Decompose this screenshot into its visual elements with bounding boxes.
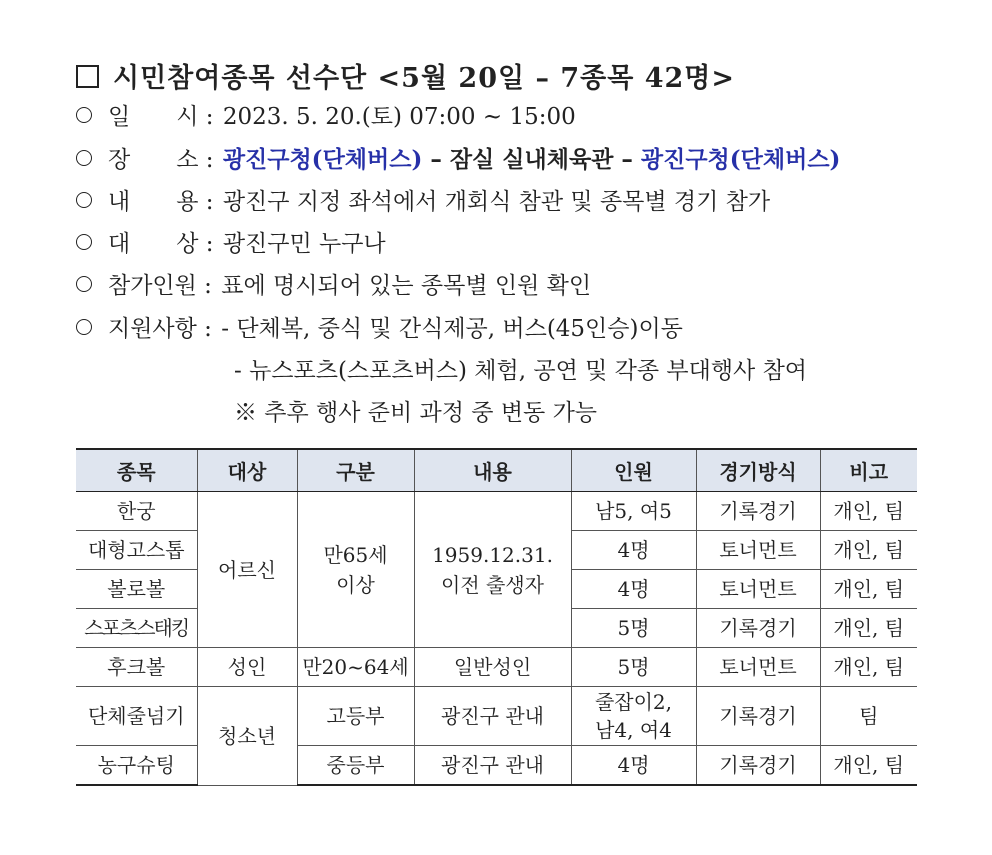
header-cell: 종목	[76, 449, 197, 492]
circle-bullet-icon	[76, 234, 92, 250]
target-cell: 어르신	[197, 492, 297, 648]
section-title-text: 시민참여종목 선수단 <5월 20일 – 7종목 42명>	[113, 63, 736, 94]
info-value: 표에 명시되어 있는 종목별 인원 확인	[221, 273, 592, 299]
header-cell: 내용	[414, 449, 571, 492]
info-label: 대 상 :	[108, 231, 214, 257]
circle-bullet-icon	[76, 276, 92, 292]
note-cell: 개인, 팀	[820, 492, 917, 531]
group-cell: 중등부	[297, 746, 414, 786]
note-cell: 팀	[820, 687, 917, 746]
circle-bullet-icon	[76, 319, 92, 335]
info-place	[76, 145, 840, 175]
group-cell: 고등부	[297, 687, 414, 746]
place-sep: –	[613, 146, 641, 173]
count-cell: 남5, 여5	[571, 492, 696, 531]
info-label: 참가인원 :	[108, 273, 212, 299]
count-cell: 5명	[571, 609, 696, 648]
header-cell: 비고	[820, 449, 917, 492]
note-cell: 개인, 팀	[820, 648, 917, 687]
group-cell	[297, 492, 414, 648]
circle-bullet-icon	[76, 107, 92, 123]
content-line: 이전 출생자	[441, 572, 544, 597]
info-value: 광진구민 누구나	[222, 231, 386, 257]
method-cell: 기록경기	[696, 609, 820, 648]
target-cell: 성인	[197, 648, 297, 687]
info-target	[76, 229, 386, 259]
content-cell: 광진구 관내	[414, 687, 571, 746]
table-row	[76, 648, 917, 687]
count-cell: 5명	[571, 648, 696, 687]
event-cell: 볼로볼	[76, 570, 197, 609]
info-label: 지원사항 :	[108, 316, 212, 342]
content-cell: 일반성인	[414, 648, 571, 687]
event-cell: 대형고스톱	[76, 531, 197, 570]
info-label: 장 소 :	[108, 147, 214, 173]
info-support	[76, 314, 683, 344]
place-mid: 잠실 실내체육관	[449, 146, 614, 173]
info-content	[76, 187, 770, 217]
note-cell: 개인, 팀	[820, 609, 917, 648]
group-line: 만65세	[323, 542, 388, 567]
place-sep: –	[422, 146, 450, 173]
method-cell: 토너먼트	[696, 531, 820, 570]
count-cell: 4명	[571, 746, 696, 786]
header-cell: 구분	[297, 449, 414, 492]
count-cell: 4명	[571, 531, 696, 570]
circle-bullet-icon	[76, 192, 92, 208]
group-cell: 만20~64세	[297, 648, 414, 687]
header-cell: 경기방식	[696, 449, 820, 492]
checkbox-square-icon	[76, 65, 99, 88]
note-cell: 개인, 팀	[820, 746, 917, 786]
place-start: 광진구청(단체버스)	[222, 146, 423, 173]
header-cell: 대상	[197, 449, 297, 492]
event-cell: 한궁	[76, 492, 197, 531]
info-label: 일 시 :	[108, 104, 214, 130]
table-row	[76, 492, 917, 531]
circle-bullet-icon	[76, 150, 92, 166]
table-row	[76, 687, 917, 746]
count-line: 줄잡이2,	[594, 690, 673, 714]
place-end: 광진구청(단체버스)	[640, 146, 841, 173]
info-value: 2023. 5. 20.(토) 07:00 ~ 15:00	[222, 104, 576, 130]
note-cell: 개인, 팀	[820, 570, 917, 609]
count-cell: 4명	[571, 570, 696, 609]
event-cell: 후크볼	[76, 648, 197, 687]
content-cell: 광진구 관내	[414, 746, 571, 786]
content-cell	[414, 492, 571, 648]
method-cell: 기록경기	[696, 687, 820, 746]
note-cell: 개인, 팀	[820, 531, 917, 570]
header-cell: 인원	[571, 449, 696, 492]
info-date	[76, 102, 576, 132]
events-table	[76, 448, 917, 786]
event-cell: 단체줄넘기	[76, 687, 197, 746]
support-note: ※ 추후 행사 준비 과정 중 변동 가능	[234, 400, 598, 426]
group-line: 이상	[336, 572, 375, 597]
event-cell: 농구슈팅	[76, 746, 197, 786]
event-cell: 스포츠스태킹	[76, 609, 197, 648]
info-value: - 단체복, 중식 및 간식제공, 버스(45인승)이동	[221, 316, 683, 342]
count-line: 남4, 여4	[595, 718, 672, 742]
method-cell: 기록경기	[696, 492, 820, 531]
method-cell: 토너먼트	[696, 648, 820, 687]
info-participants	[76, 271, 591, 301]
content-line: 1959.12.31.	[432, 542, 553, 567]
target-cell: 청소년	[197, 687, 297, 786]
info-label: 내 용 :	[108, 189, 214, 215]
method-cell: 기록경기	[696, 746, 820, 786]
method-cell: 토너먼트	[696, 570, 820, 609]
info-value: 광진구 지정 좌석에서 개회식 참관 및 종목별 경기 참가	[222, 189, 771, 215]
support-line-2: - 뉴스포츠(스포츠버스) 체험, 공연 및 각종 부대행사 참여	[234, 358, 808, 384]
section-title	[76, 56, 735, 95]
table-header-row	[76, 449, 917, 492]
count-cell	[571, 687, 696, 746]
